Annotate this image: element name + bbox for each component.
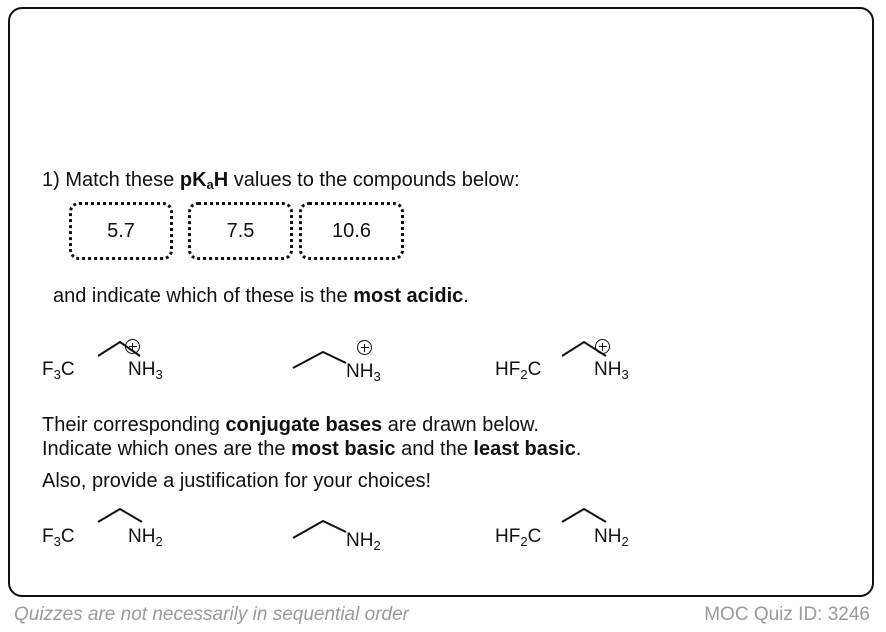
f3c-label: $F_3C$ [42,526,75,549]
justification-instruction: Also, provide a justification for your choices! [42,470,432,492]
nh3-label: $NH_3$ [128,359,163,382]
quiz-id: MOC Quiz ID: 3246 [704,604,870,625]
question-intro: 1) Match these [42,169,175,191]
nh3-label: $NH_3$ [594,359,629,382]
f3c-label: $F_3C$ [42,359,75,382]
pka-value-1: 5.7 [107,219,135,242]
nh2-label: $NH_2$ [128,526,163,549]
conjugate-bases-label: conjugate bases [225,414,383,436]
footer-note: Quizzes are not necessarily in sequential order [14,604,409,625]
pkah-label: $pK_aH$ [179,169,229,192]
most-acidic-label: most acidic [353,285,464,307]
nh2-label: $NH_2$ [346,530,381,553]
hf2c-label: $HF_2C$ [495,526,542,549]
pka-value-3: 10.6 [332,219,371,242]
bases-line-2: Indicate which ones are the most basic and the least basic. [42,438,582,460]
pka-value-2: 7.5 [226,219,255,242]
most-basic-label: most basic [291,438,396,460]
nh2-label: $NH_2$ [594,526,629,549]
bases-line-1: Their corresponding conjugate bases are drawn below. [42,414,539,436]
question-intro-rest: values to the compounds below: [233,169,520,191]
least-basic-label: least basic [473,438,576,460]
hf2c-label: $HF_2C$ [495,359,542,382]
acidic-instruction: and indicate which of these is the most acidic. [53,285,469,307]
nh3-label: $NH_3$ [346,361,381,384]
